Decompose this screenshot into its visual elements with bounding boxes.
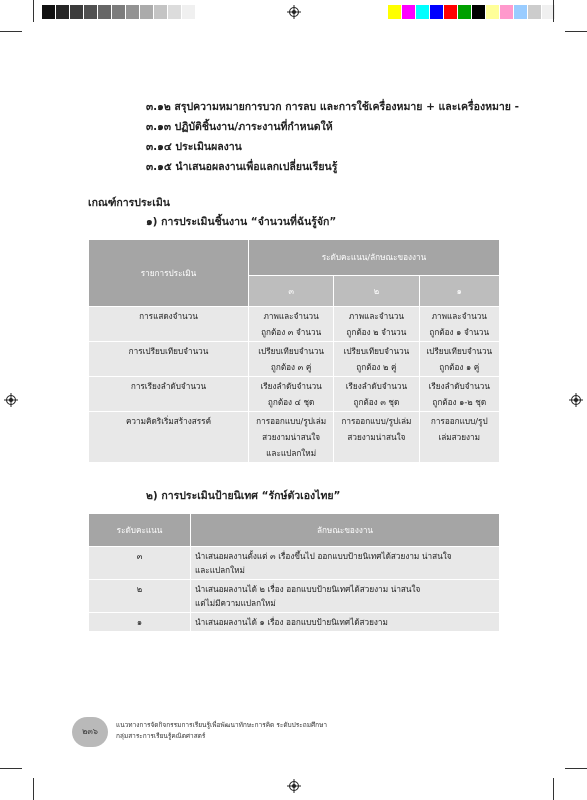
table-row (89, 613, 500, 632)
list-item: ๓.๑๒ สรุปความหมายการบวก การลบ และการใช้เครื่องหมาย + และเครื่องหมาย - (146, 101, 519, 113)
criteria-cell: ภาพและจำนวน ถูกต้อง ๑ จำนวน (419, 307, 499, 342)
rubric-table-bulletin-board (88, 513, 500, 632)
score-level: ๒ (89, 580, 191, 613)
color-swatch (182, 5, 196, 19)
crop-mark (553, 778, 554, 800)
list-item: ๓.๑๔ ประเมินผลงาน (146, 141, 242, 153)
criteria-cell: ภาพและจำนวน ถูกต้อง ๓ จำนวน (249, 307, 334, 342)
crop-mark (565, 768, 587, 769)
color-swatch (42, 5, 56, 19)
color-calibration-bar (388, 5, 556, 19)
header-assessment-item: รายการประเมิน (89, 240, 249, 307)
criteria-cell: เรียงลำดับจำนวน ถูกต้อง ๔ ชุด (249, 377, 334, 412)
color-swatch (472, 5, 486, 19)
table-row (89, 307, 500, 342)
assessment-item: การเปรียบเทียบจำนวน (89, 342, 249, 377)
section2-title: ๒) การประเมินป้ายนิเทศ “รักษ์ตัวเองไทย” (146, 490, 341, 502)
color-swatch (70, 5, 84, 19)
assessment-item: การแสดงจำนวน (89, 307, 249, 342)
color-swatch (140, 5, 154, 19)
color-swatch (500, 5, 514, 19)
color-swatch (486, 5, 500, 19)
section1-title: ๑) การประเมินชิ้นงาน “จำนวนที่ฉันรู้จัก” (146, 216, 337, 228)
list-item: ๓.๑๕ นำเสนอผลงานเพื่อแลกเปลี่ยนเรียนรู้ (146, 161, 338, 173)
list-item: ๓.๑๓ ปฏิบัติชิ้นงาน/ภาระงานที่กำหนดให้ (146, 121, 333, 133)
color-swatch (98, 5, 112, 19)
header-score-level: ระดับคะแนน (89, 514, 191, 547)
level-header: ๑ (419, 276, 499, 307)
table-row (89, 342, 500, 377)
assessment-item: การเรียงลำดับจำนวน (89, 377, 249, 412)
assessment-item: ความคิดริเริ่มสร้างสรรค์ (89, 412, 249, 463)
color-swatch (126, 5, 140, 19)
crop-mark (0, 31, 22, 32)
color-swatch (154, 5, 168, 19)
table-row (89, 547, 500, 580)
level-header: ๓ (249, 276, 334, 307)
criteria-cell: เปรียบเทียบจำนวน ถูกต้อง ๓ คู่ (249, 342, 334, 377)
registration-mark-icon (287, 5, 301, 19)
color-swatch (56, 5, 70, 19)
crop-mark (553, 0, 554, 22)
score-level: ๑ (89, 613, 191, 632)
table-row (89, 377, 500, 412)
criteria-cell: การออกแบบ/รูป เล่มสวยงาม (419, 412, 499, 463)
criteria-cell: ภาพและจำนวน ถูกต้อง ๒ จำนวน (334, 307, 419, 342)
color-swatch (168, 5, 182, 19)
level-header: ๒ (334, 276, 419, 307)
color-swatch (430, 5, 444, 19)
criteria-cell: การออกแบบ/รูปเล่ม สวยงามน่าสนใจ (334, 412, 419, 463)
score-level: ๓ (89, 547, 191, 580)
criteria-cell: เรียงลำดับจำนวน ถูกต้อง ๓ ชุด (334, 377, 419, 412)
registration-mark-icon (287, 779, 301, 793)
header-work-characteristics: ลักษณะของงาน (191, 514, 500, 547)
header-score-levels: ระดับคะแนน/ลักษณะของงาน (249, 240, 500, 276)
color-swatch (388, 5, 402, 19)
criteria-cell: เรียงลำดับจำนวน ถูกต้อง ๑-๒ ชุด (419, 377, 499, 412)
crop-mark (0, 768, 22, 769)
rubric-table-workpiece (88, 239, 500, 463)
registration-mark-icon (4, 393, 18, 407)
color-swatch (416, 5, 430, 19)
color-swatch (444, 5, 458, 19)
grayscale-calibration-bar (42, 5, 196, 19)
crop-mark (565, 31, 587, 32)
work-description: นำเสนอผลงานได้ ๒ เรื่อง ออกแบบป้ายนิเทศได้สวยงาม น่าสนใจ แต่ไม่มีความแปลกใหม่ (191, 580, 500, 613)
color-swatch (458, 5, 472, 19)
crop-mark (33, 778, 34, 800)
page-number: ๒๓๖ (72, 717, 108, 747)
criteria-cell: เปรียบเทียบจำนวน ถูกต้อง ๒ คู่ (334, 342, 419, 377)
footer-subject: กลุ่มสาระการเรียนรู้คณิตศาสตร์ (116, 732, 206, 740)
color-swatch (112, 5, 126, 19)
registration-mark-icon (569, 393, 583, 407)
criteria-cell: การออกแบบ/รูปเล่ม สวยงามน่าสนใจ และแปลกใหม่ (249, 412, 334, 463)
criteria-cell: เปรียบเทียบจำนวน ถูกต้อง ๑ คู่ (419, 342, 499, 377)
color-swatch (514, 5, 528, 19)
work-description: นำเสนอผลงานตั้งแต่ ๓ เรื่องขึ้นไป ออกแบบป้ายนิเทศได้สวยงาม น่าสนใจ และแปลกใหม่ (191, 547, 500, 580)
footer-book-title: แนวทางการจัดกิจกรรมการเรียนรู้เพื่อพัฒนาทักษะการคิด ระดับประถมศึกษา (116, 721, 327, 729)
crop-mark (33, 0, 34, 22)
table-row (89, 580, 500, 613)
color-swatch (528, 5, 542, 19)
table-row (89, 412, 500, 463)
work-description: นำเสนอผลงานได้ ๑ เรื่อง ออกแบบป้ายนิเทศได้สวยงาม (191, 613, 500, 632)
criteria-heading: เกณฑ์การประเมิน (88, 197, 170, 209)
color-swatch (84, 5, 98, 19)
color-swatch (402, 5, 416, 19)
